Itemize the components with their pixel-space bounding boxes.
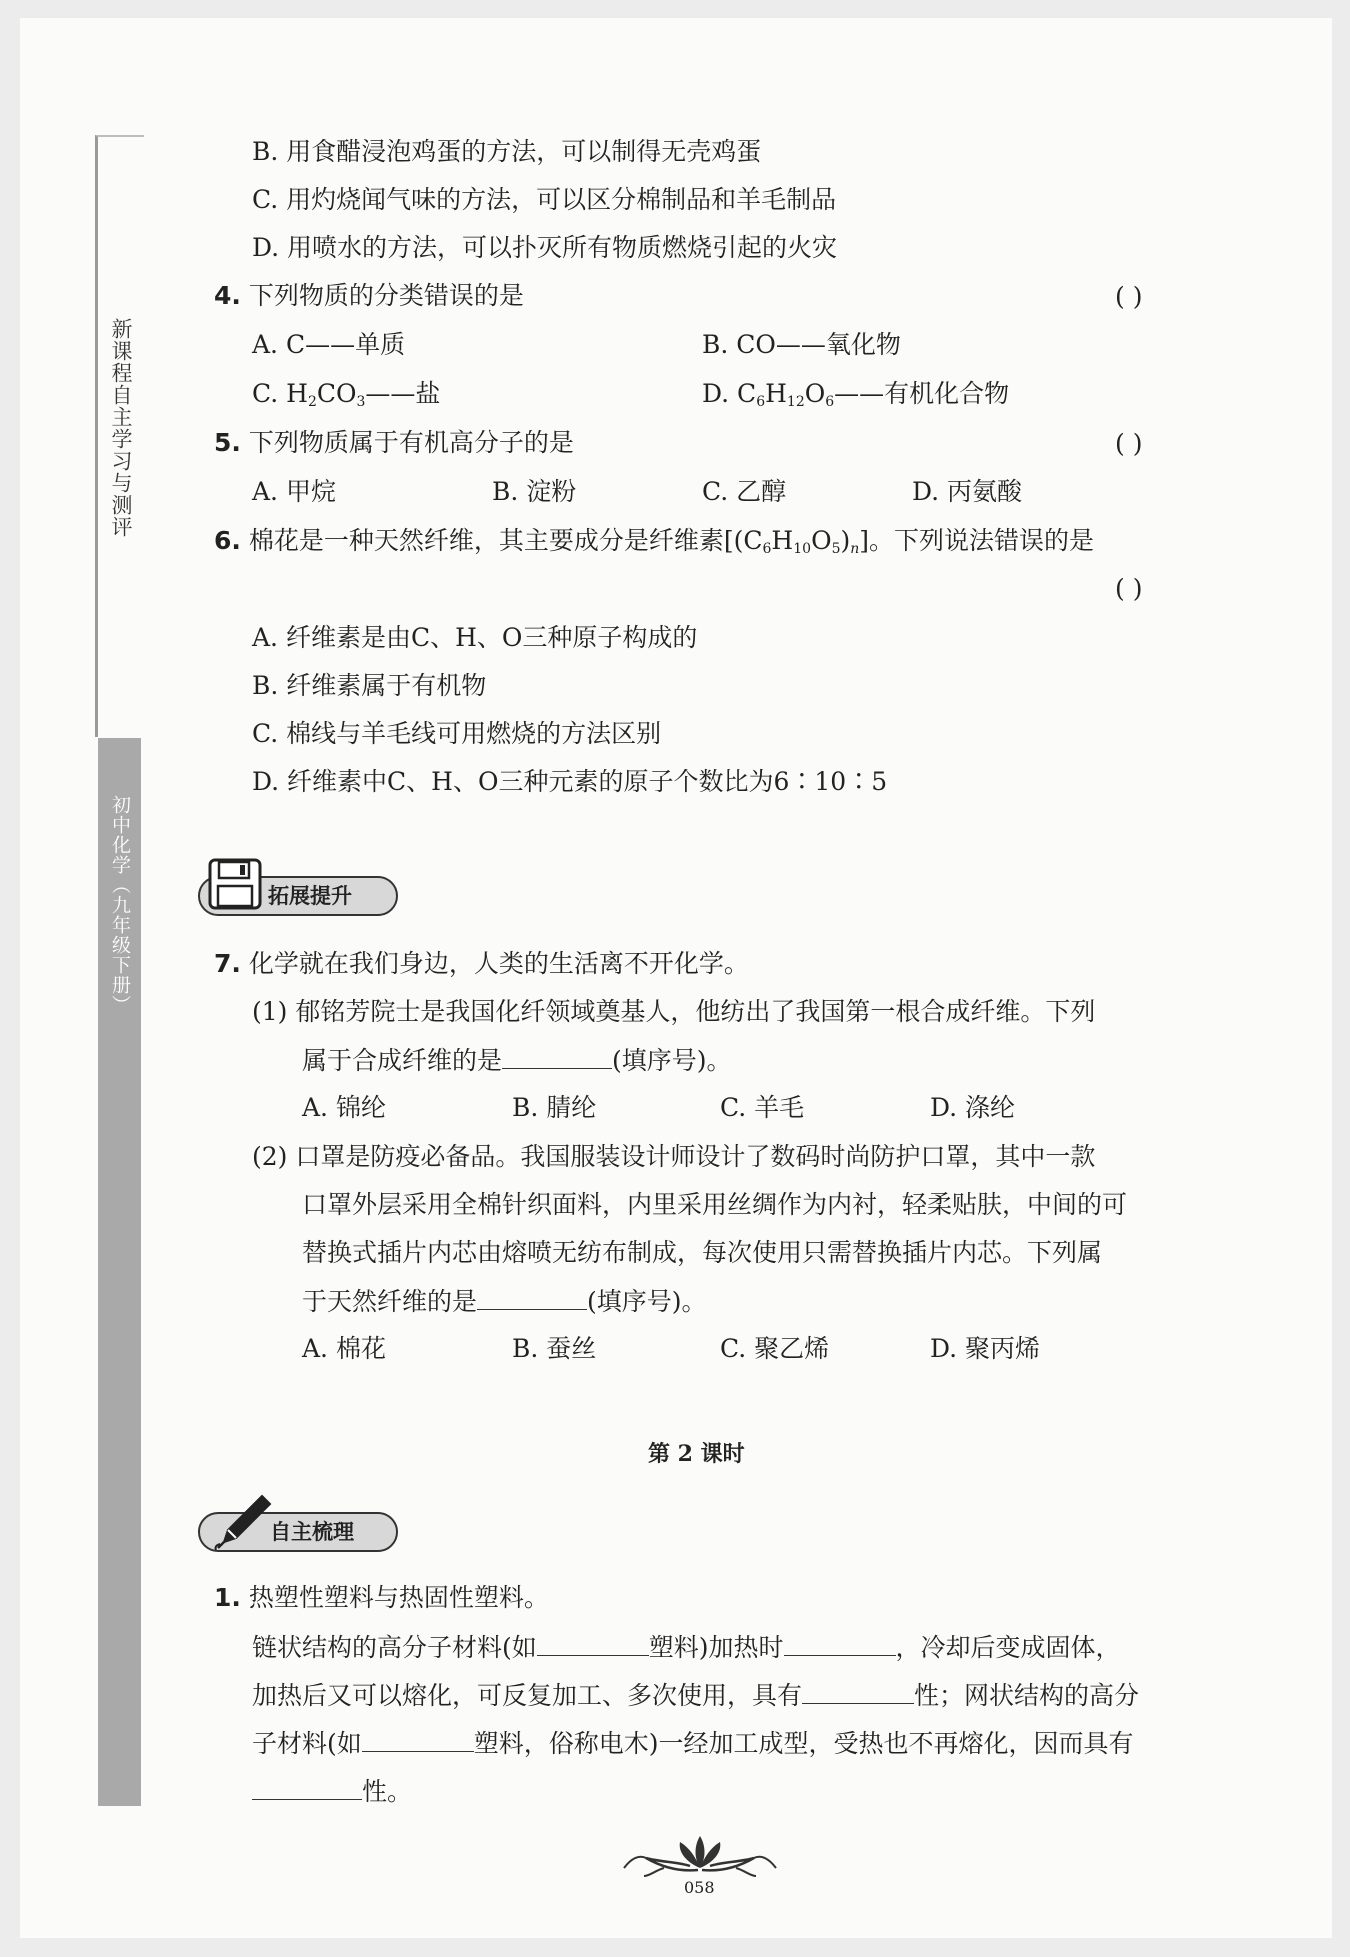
q6-answer-paren: ( ): [1115, 574, 1143, 603]
q5-option-b: B. 淀粉: [492, 477, 577, 506]
q7-part2-option-d: D. 聚丙烯: [930, 1334, 1041, 1363]
q7-number: 7.: [214, 949, 241, 978]
q7-part2-line4: 于天然纤维的是 (填序号)。: [302, 1287, 707, 1316]
q7-part2-line3: 替换式插片内芯由熔喷无纺布制成，每次使用只需替换插片内芯。下列属: [302, 1238, 1103, 1267]
section-banner-self-review-label: 自主梳理: [270, 1520, 354, 1544]
q1-line2: 加热后又可以熔化，可反复加工、多次使用，具有 性；网状结构的高分: [252, 1681, 1140, 1710]
sidebar-series-title: 新课程自主学习与测评: [109, 318, 133, 538]
q1-blank-3[interactable]: [802, 1679, 914, 1704]
q5-answer-paren: ( ): [1115, 429, 1143, 458]
q7-part1-option-c: C. 羊毛: [720, 1093, 805, 1122]
q1-stem: [214, 1582, 549, 1614]
q4-option-d: D. $C_6H_{12}O_6——$有机化合物: [702, 379, 1010, 410]
q7-part1-option-d: D. 涤纶: [930, 1093, 1016, 1122]
q1-blank-2[interactable]: [784, 1631, 896, 1656]
q5-number: 5.: [214, 428, 241, 457]
q3-option-c: C. 用灼烧闻气味的方法，可以区分棉制品和羊毛制品: [252, 185, 837, 214]
q1-blank-5[interactable]: [252, 1775, 362, 1800]
q1-blank-4[interactable]: [362, 1727, 474, 1752]
q7-part1-option-a: A. 锦纶: [302, 1093, 386, 1122]
section-banner-extension-label: 拓展提升: [268, 884, 352, 908]
q6-stem: 6. 棉花是一种天然纤维，其主要成分是纤维素$[(C_6H_{10}O_5)_n]$。下列说法错误的是: [214, 526, 1095, 557]
q6-option-d: D. 纤维素中C、H、O三种元素的原子个数比为6∶10∶5: [252, 767, 888, 796]
q4-number: 4.: [214, 281, 241, 310]
q3-option-d: D. 用喷水的方法，可以扑灭所有物质燃烧引起的火灾: [252, 233, 838, 262]
q7-part2-line2: 口罩外层采用全棉针织面料，内里采用丝绸作为内衬，轻柔贴肤，中间的可: [302, 1190, 1128, 1219]
q7-part2-option-c: C. 聚乙烯: [720, 1334, 830, 1363]
q6-number: 6.: [214, 526, 241, 555]
q4-option-b: B. CO——氧化物: [702, 330, 901, 359]
q7-part1-option-b: B. 腈纶: [512, 1093, 597, 1122]
sidebar-subject-label: 初中化学（九年级下册）: [109, 795, 131, 1015]
q5-stem-text: 下列物质属于有机高分子的是: [248, 428, 574, 457]
q1-stem-text: 热塑性塑料与热固性塑料。: [248, 1583, 549, 1612]
q5-stem: [214, 427, 574, 459]
q1-line3: 子材料(如 塑料，俗称电木)一经加工成型，受热也不再熔化，因而具有: [252, 1729, 1134, 1758]
q5-option-c: C. 乙醇: [702, 477, 787, 506]
q3-option-b: B. 用食醋浸泡鸡蛋的方法，可以制得无壳鸡蛋: [252, 137, 762, 166]
floppy-disk-icon: [206, 856, 264, 912]
q4-answer-paren: ( ): [1115, 282, 1143, 311]
q1-line4: 性。: [252, 1775, 412, 1808]
q4-stem: [214, 280, 524, 312]
q1-number: 1.: [214, 1583, 241, 1612]
q6-option-c: C. 棉线与羊毛线可用燃烧的方法区别: [252, 719, 662, 748]
pen-icon: [210, 1490, 276, 1556]
q7-part1-line2: 属于合成纤维的是 (填序号)。: [302, 1046, 732, 1075]
q5-option-d: D. 丙氨酸: [912, 477, 1023, 506]
q7-part1-answer-blank[interactable]: [502, 1044, 612, 1069]
q4-option-a: A. C——单质: [252, 330, 406, 359]
q7-stem: [214, 948, 749, 980]
q4-stem-text: 下列物质的分类错误的是: [248, 281, 524, 310]
q7-part2-answer-blank[interactable]: [477, 1285, 587, 1310]
q6-option-b: B. 纤维素属于有机物: [252, 671, 487, 700]
q5-option-a: A. 甲烷: [252, 477, 336, 506]
lesson-title: 第 2 课时: [648, 1441, 745, 1467]
page-ornament-icon: [620, 1832, 780, 1878]
q6-option-a: A. 纤维素是由C、H、O三种原子构成的: [252, 623, 698, 652]
q1-blank-1[interactable]: [537, 1631, 649, 1656]
q7-part2-option-b: B. 蚕丝: [512, 1334, 597, 1363]
q4-option-c: C. $H_2CO_3——$盐: [252, 379, 441, 410]
page-number: 058: [684, 1878, 715, 1897]
q7-stem-text: 化学就在我们身边，人类的生活离不开化学。: [248, 949, 749, 978]
q7-part2-line1: (2) 口罩是防疫必备品。我国服装设计师设计了数码时尚防护口罩，其中一款: [252, 1142, 1096, 1171]
q7-part2-option-a: A. 棉花: [302, 1334, 386, 1363]
q1-line1: 链状结构的高分子材料(如 塑料)加热时 ，冷却后变成固体，: [252, 1633, 1121, 1662]
q7-part1-line1: (1) 郁铭芳院士是我国化纤领域奠基人，他纺出了我国第一根合成纤维。下列: [252, 997, 1096, 1026]
